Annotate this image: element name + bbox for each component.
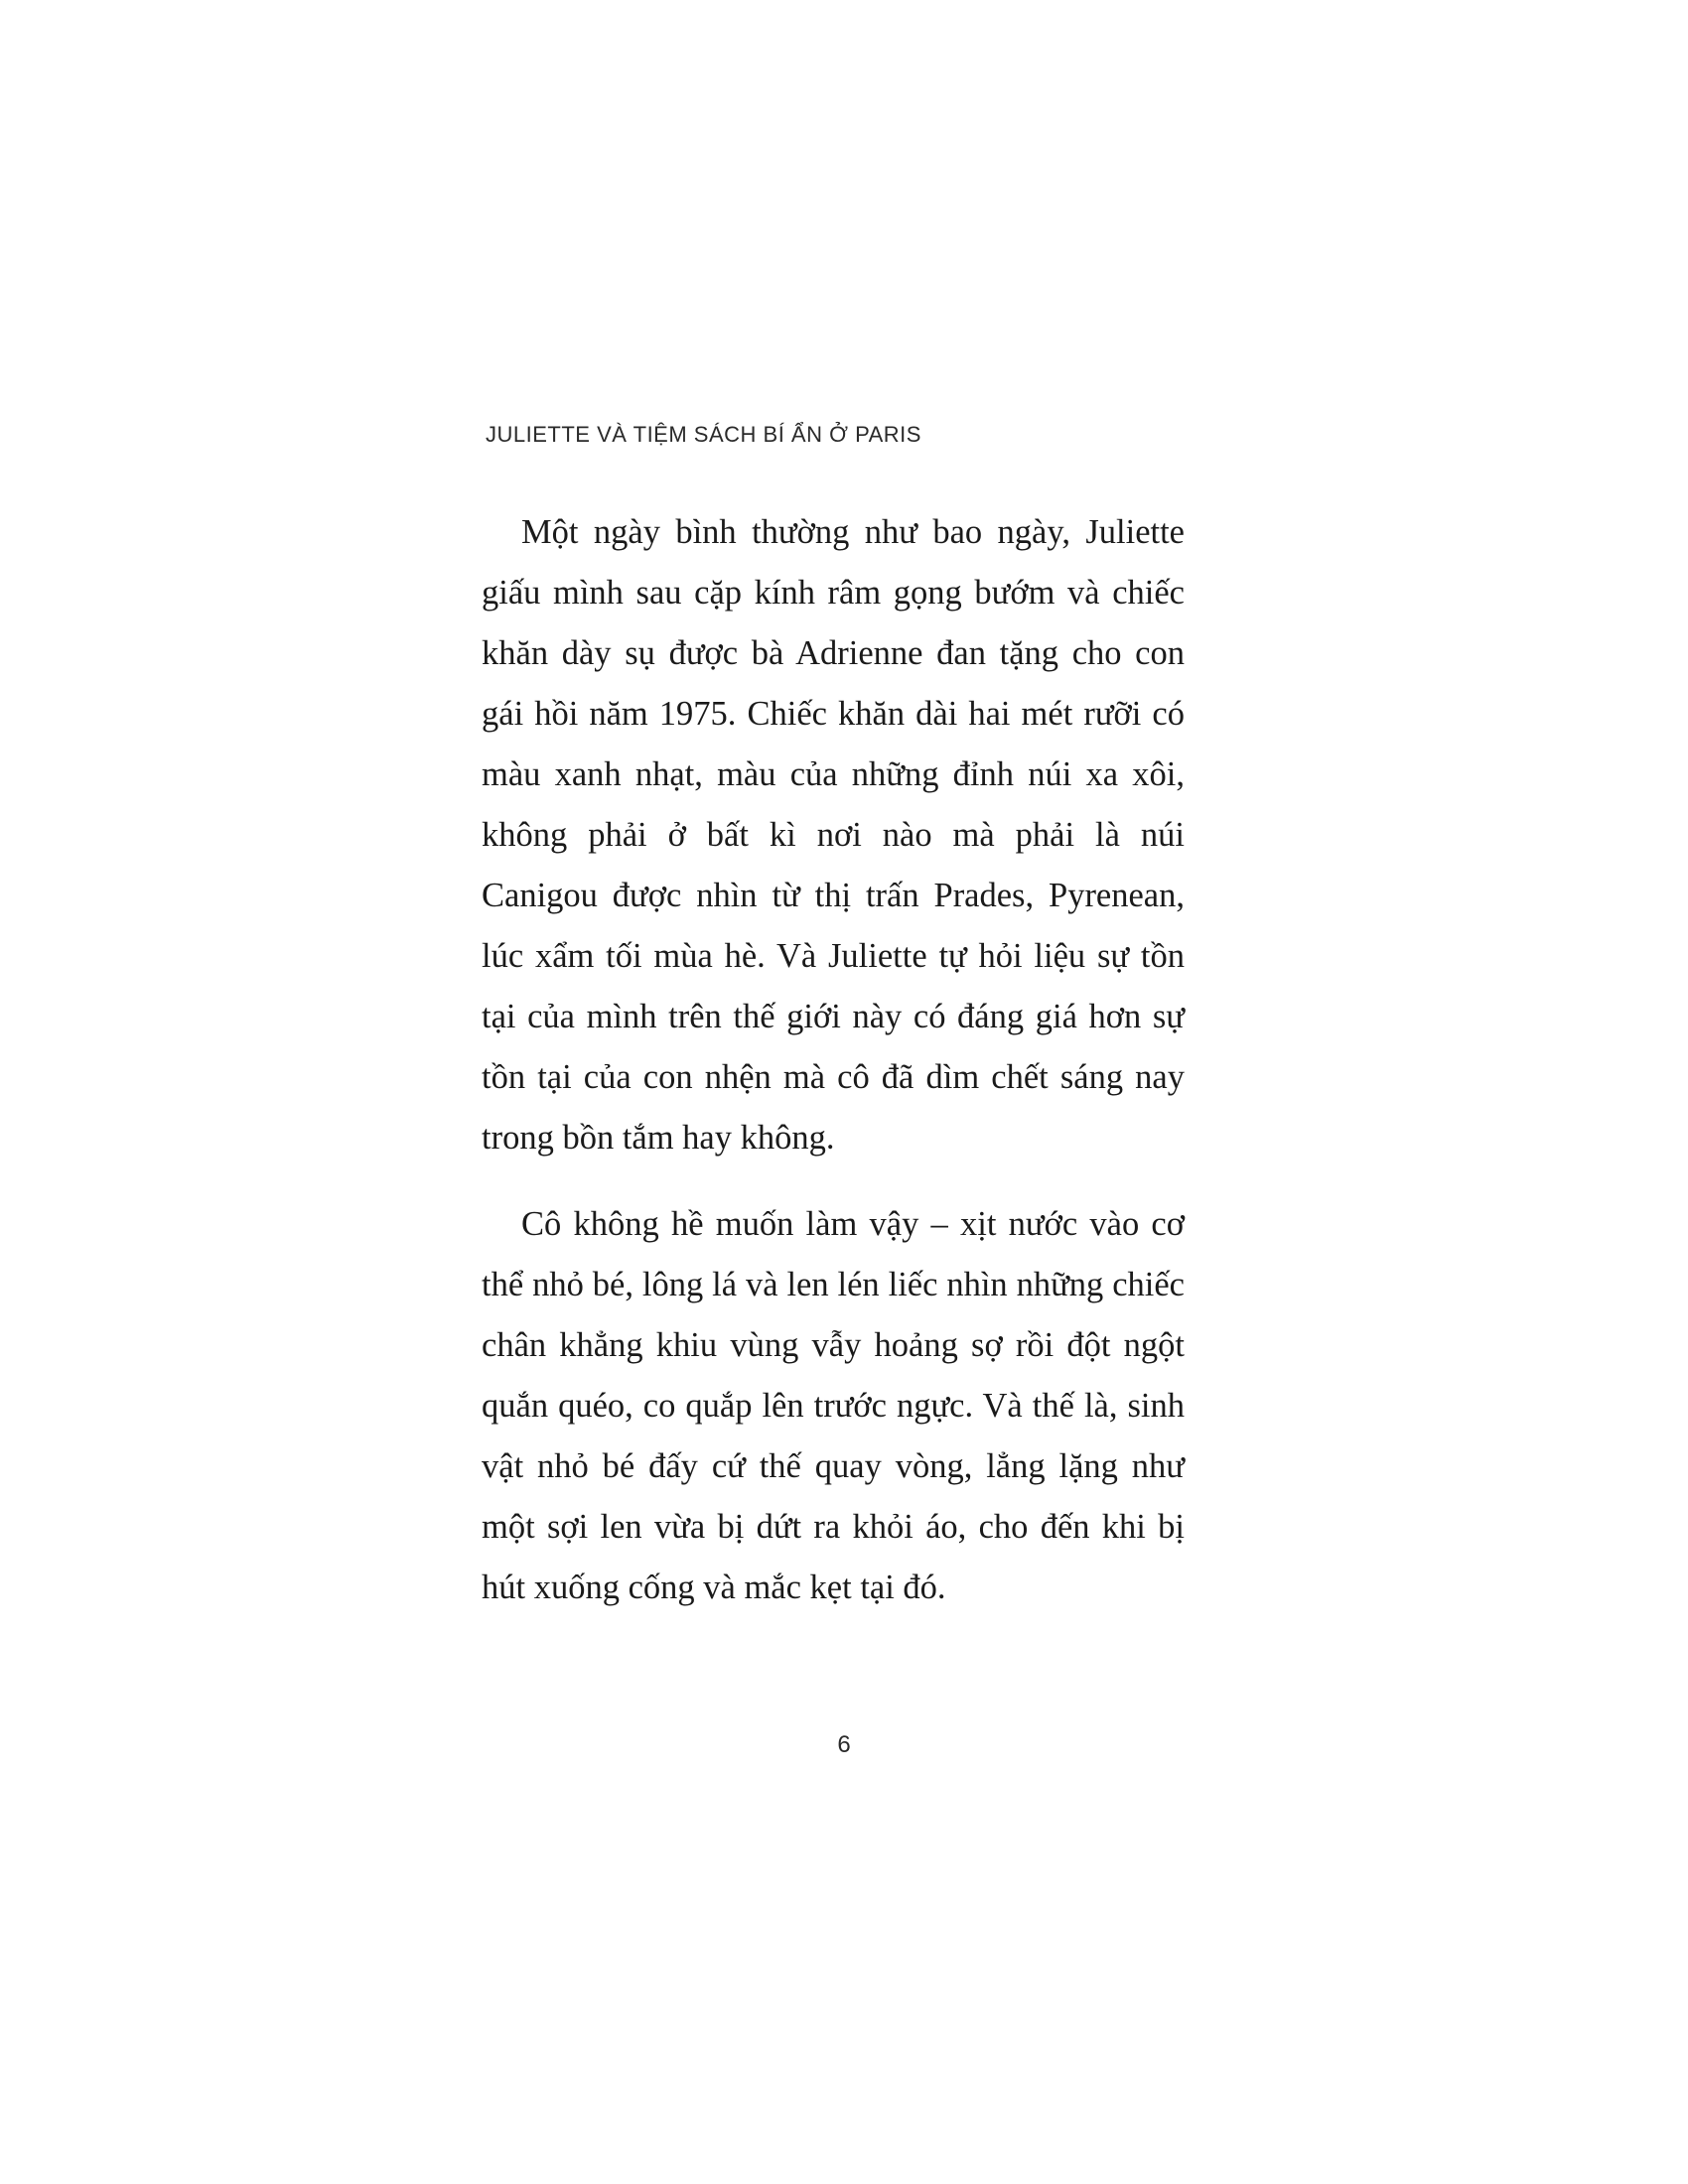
paragraph-2: Cô không hề muốn làm vậy – xịt nước vào cơ thể nhỏ bé, lông lá và len lén liếc nhìn những chiếc chân khẳng khiu vùng vẫy hoảng sợ rồi đột ngột quắn quéo, co quắp lên trước ngực. Và thế là, sinh vật nhỏ bé đấy cứ thế quay vòng, lẳng lặng như một sợi len vừa bị dứt ra khỏi áo, cho đến khi bị hút xuống cống và mắc kẹt tại đó. — [482, 1205, 1185, 1606]
page-number: 6 — [837, 1731, 851, 1758]
body-text — [482, 502, 1185, 1618]
running-header-title: JULIETTE VÀ TIỆM SÁCH BÍ ẨN Ở PARIS — [486, 422, 921, 447]
paragraph-1: Một ngày bình thường như bao ngày, Juliette giấu mình sau cặp kính râm gọng bướm và chiếc khăn dày sụ được bà Adrienne đan tặng cho con gái hồi năm 1975. Chiếc khăn dài hai mét rưỡi có màu xanh nhạt, màu của những đỉnh núi xa xôi, không phải ở bất kì nơi nào mà phải là núi Canigou được nhìn từ thị trấn Prades, Pyrenean, lúc xẩm tối mùa hè. Và Juliette tự hỏi liệu sự tồn tại của mình trên thế giới này có đáng giá hơn sự tồn tại của con nhện mà cô đã dìm chết sáng nay trong bồn tắm hay không. — [482, 513, 1185, 1157]
